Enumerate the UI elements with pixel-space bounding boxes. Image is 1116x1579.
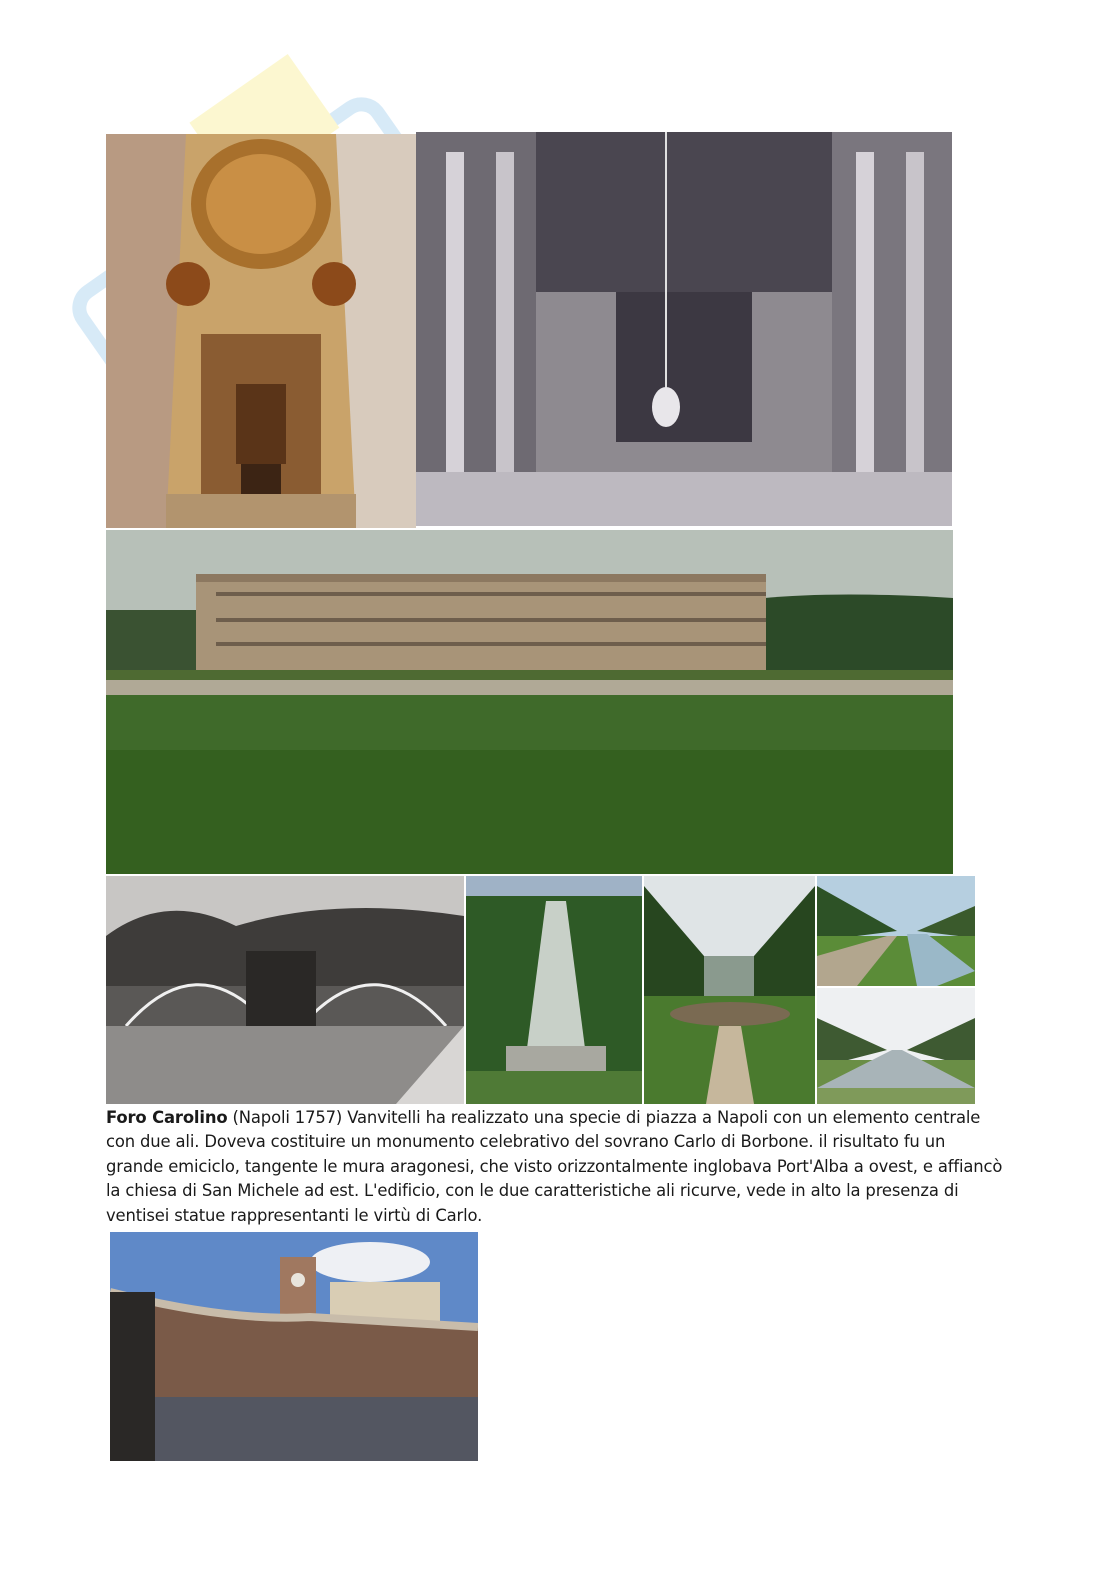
- paragraph-body: (Napoli 1757) Vanvitelli ha realizzato una specie di piazza a Napoli con un elemento centrale con due ali. Doveva costituire un monumento celebrativo del sovrano Carlo di Borbone. il risultato fu un grande emiciclo, tangente le mura aragonesi, che visto orizzontalmente inglobava Port'Alba a ovest, e affiancò la chiesa di San Michele ad est. L'edificio, con le due caratteristiche ali ricurve, vede in alto la presenza di ventisei statue rappresentanti le virtù di Carlo.: [106, 1108, 1003, 1225]
- staircase-vault-photo: [106, 134, 416, 528]
- garden-view-photo: [644, 876, 815, 1104]
- long-canal-photo: [817, 988, 975, 1104]
- canal-photo: [817, 876, 975, 986]
- foro-carolino-paragraph: [106, 1106, 1006, 1228]
- palace-facade-photo: [106, 530, 953, 874]
- fountain-photo: [106, 876, 464, 1104]
- cascade-photo: [466, 876, 642, 1104]
- palatine-chapel-photo: [416, 132, 952, 526]
- foro-carolino-photo: [110, 1232, 478, 1461]
- paragraph-title: Foro Carolino: [106, 1108, 228, 1127]
